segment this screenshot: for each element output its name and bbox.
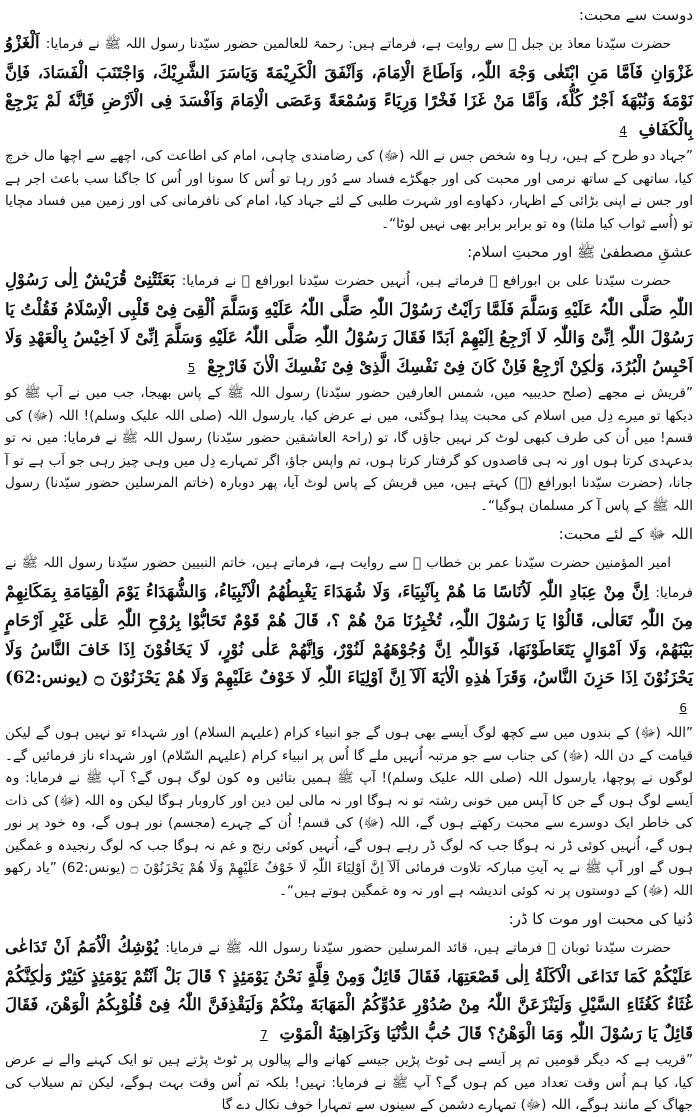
hadith-text: [5, 933, 693, 1049]
hadith-text: [5, 29, 693, 145]
narration-intro: حضرت سیّدنا ثوبان ﷛ فرماتے ہیں، قائد المرسلین حضور سیّدنا رسول اللہ ﷺ نے فرمایا:: [165, 940, 672, 956]
footnote-ref[interactable]: 6: [679, 700, 687, 715]
arabic-hadith: بَعَثَتْنِیْ قُرَيْشٌ اِلٰی رَسُوْلِ اللّٰہِ صَلَّی اللّٰہُ عَلَيْهِ وَسَلَّمَ فَلَمَّا رَاَيْتُ رَسُوْلَ اللّٰہِ صَلَّی اللّٰہُ عَلَيْهِ وَسَلَّمَ اُلْقِیَ فِیْ قَلْبِی الْاِسْلَامُ فَقُلْتُ يَا رَسُوْلَ اللّٰہِ اِنِّیْ وَاللّٰہِ لَا اَرْجِعُ اِلَيْهِمْ اَبَدًا فَقَالَ رَسُوْلُ اللّٰہِ صَلَّی اللّٰہُ عَلَيْهِ وَسَلَّمَ اِنِّیْ لَا اَخِيْسُ بِالْعَهْدِ وَلَا اَحْبِسُ الْبُرُدَ، وَلٰكِنْ اَرْجِعْ فَاِنْ كَانَ فِیْ نَفْسِكَ الَّذِیْ فِیْ نَفْسِكَ الْاٰنَ فَارْجِعْ: [5, 270, 693, 376]
arabic-hadith: اَلْغَزْوُ غَزْوَانِ فَاَمَّا مَنِ ابْتَغٰی وَجْهَ اللّٰہِ، وَاَطَاعَ الْاِمَامَ، وَاَنْفَقَ الْكَرِيْمَةَ وَيَاسَرَ الشَّرِيْكَ، وَاجْتَنَبَ الْفَسَادَ، فَاِنَّ نَوْمَهٗ وَنُبْهَهٗ اَجْرٌ كُلُّهٗ، وَاَمَّا مَنْ غَزَا فَخْرًا وَرِيَاءً وَسُمْعَةً وَعَصَى الْاِمَامَ وَاَفْسَدَ فِی الْاَرْضِ فَاِنَّهٗ لَمْ يَرْجِعْ بِالْكَفَافِ: [5, 33, 693, 139]
section-heading: اللہ ﷻ کے لئے محبت:: [558, 525, 693, 543]
narration-intro: امیر المؤمنین حضرت سیّدنا عمر بن خطاب ﷛ سے روایت ہے، فرماتے ہیں، خاتم النبیین حضور سیّدنا رسول اللہ ﷺ نے فرمایا:: [5, 555, 693, 601]
narration-intro: حضرت سیّدنا علی بن ابورافع ﷛ فرماتے ہیں، اُنہیں حضرت سیّدنا ابورافع ﷛ نے فرمایا:: [181, 273, 672, 289]
section-heading: دُنیا کی محبت اور موت کا ڈر:: [508, 910, 693, 928]
urdu-translation: ”قریش نے مجھے (صلح حدیبیہ میں، شمس العارفین حضور سیّدنا) رسول اللہ ﷺ کے پاس بھیجا، جب میں نے آپ ﷺ کو دیکھا تو میرے دِل میں اسلام کی محبت پیدا ہوگئی، میں نے عرض کیا، یارسول اللہ (صلی اللہ علیک وسلم)! اللہ (ﷻ) کی قسم! میں اُن کی طرف کبھی لوٹ کر نہیں جاؤں گا، تو (راحۃ العاشقین حضور سیّدنا) رسول اللہ ﷺ نے فرمایا: میں نہ تو بدعہدی کرتا ہوں اور نہ ہی قاصدوں کو گرفتار کرتا ہوں، تم واپس جاؤ، اگر تمہارے دِل میں وہی چیز رہی جو اَب ہے تو آ جانا، (حضرت سیّدنا ابورافع (﷛) کہتے ہیں، میں قریش کے پاس لوٹ آیا، پھر دوبارہ (خاتم المرسلین حضور سیّدنا) رسول اللہ ﷺ کے پاس آ کر مسلمان ہوگیا“۔: [5, 385, 693, 514]
hadith-text: [5, 266, 693, 382]
hadith-text: [5, 548, 693, 722]
section-heading: دوست سے محبت:: [578, 6, 693, 24]
narration-intro: حضرت سیّدنا معاذ بن جبل ﷛ سے روایت ہے، فرماتے ہیں: رحمۃ للعالمین حضور سیّدنا رسول اللہ ﷺ نے فرمایا:: [45, 36, 671, 52]
urdu-translation: ”جہاد دو طرح کے ہیں، رہا وہ شخص جس نے اللہ (ﷻ) کی رضامندی چاہی، امام کی اطاعت کی، اچھے سے اچھا مال خرچ کیا، ساتھی کے ساتھ نرمی اور محبت کی اور جھگڑے فساد سے دُور رہا تو اُس کا سونا اور اُس کا جاگنا سب باعث اجر ہے اور جس نے اپنی بڑائی کے اظہار، دکھاوے اور شہرت طلبی کے لئے جہاد کیا، امام کی نافرمانی کی اور زمین میں فساد مچایا تو (اُسے ثواب کیا ملتا) وہ تو برابر برابر بھی نہیں لوٹا“۔: [5, 148, 693, 232]
section-heading: عشقِ مصطفیٰ ﷺ اور محبتِ اسلام:: [467, 243, 693, 261]
urdu-translation: ”قریب ہے کہ دیگر قومیں تم پر اَیسے ہی ٹوٹ پڑیں جیسے کھانے والے پیالوں پر ٹوٹ پڑتے ہیں تو ایک کہنے والے نے عرض کیا، کیا ہم اُس وقت تعداد میں کم ہوں گے؟ آپ ﷺ نے فرمایا: نہیں! بلکہ تم اُس وقت بہت ہوگے، لیکن تم سیلاب کی جھاگ کے مانند ہوگے، اللہ (ﷻ) تمہارے دشمن کے سینوں سے تمہارا خوف نکال دے گا: [5, 1052, 693, 1113]
section-love-of-world: [5, 908, 693, 1117]
footnote-ref[interactable]: 5: [187, 360, 196, 375]
urdu-translation: ”اللہ (ﷻ) کے بندوں میں سے کچھ لوگ اَیسے بھی ہوں گے جو انبیاء کرام (علیہم السلام) اور شہداء تو نہیں ہوں گے لیکن قیامت کے دن اللہ (ﷻ) کی جناب سے جو مرتبہ اُنہیں ملے گا اُس پر انبیاء کرام (علیہم السّلام) اور شہداء ناز فرمائیں گے۔ لوگوں نے پوچھا، یارسول اللہ (صلی اللہ علیک وسلم)! آپ ﷺ ہمیں بتائیں وہ کون لوگ ہوں گے؟ آپ ﷺ نے فرمایا: وہ اَیسے لوگ ہوں گے جن کا آپس میں خونی رشتہ تو نہ ہوگا اور نہ مالی لین دین اور کاروبار ہوگا لیکن وہ اللہ (ﷻ) کی ذات کی خاطر ایک دوسرے سے محبت رکھتے ہوں گے، اللہ (ﷻ) کی قسم! اُن کے چہرے (مجسم) نور ہوں گے، وہ خود پر نور ہوں گے، اُنہیں کوئی ڈر نہ ہوگا جب کہ لوگ ڈر رہے ہوں گے، اُنہیں کوئی رنج و غم نہ ہوگا جب کہ لوگ رنجیدہ و غمگین ہوں گے اور آپ ﷺ نے یہ آیتِ مبارکہ تلاوت فرمائی اَلَآ اِنَّ اَوْلِيَاءَ اللّٰہِ لَا خَوْفٌ عَلَيْهِمْ وَلَا هُمْ يَحْزَنُوْنَ ۝ (یونس:62) ”یاد رکھو اللہ (ﷻ) کے دوستوں پر نہ کوئی اندیشہ ہے اور نہ وہ غمگین ہوتے ہیں“۔: [5, 725, 693, 899]
arabic-hadith: يُوْشِكُ الْاُمَمُ اَنْ تَدَاعٰی عَلَيْكُمْ كَمَا تَدَاعَی الْاَكَلَةُ اِلٰی قَصْعَتِهَا، فَقَالَ قَائِلٌ وَمِنْ قِلَّةٍ نَحْنُ يَوْمَئِذٍ ؟ قَالَ بَلْ اَنْتُمْ يَوْمَئِذٍ كَثِيْرٌ وَلٰكِنَّكُمْ غُثَاءٌ كَغُثَاءِ السَّيْلِ وَلَيَنْزَعَنَّ اللّٰہُ مِنْ صُدُوْرِ عَدُوِّكُمُ الْمَهَابَةَ مِنْكُمْ وَلَيَقْذِفَنَّ اللّٰہُ فِیْ قُلُوْبِكُمُ الْوَهْنَ، فَقَالَ قَائِلٌ يَا رَسُوْلَ اللّٰہِ وَمَا الْوَهْنُ؟ قَالَ حُبُّ الدُّنْيَا وَكَرَاهِيَةُ الْمَوْتِ: [5, 937, 693, 1043]
footnote-ref[interactable]: 4: [619, 123, 627, 138]
arabic-hadith: اِنَّ مِنْ عِبَادِ اللّٰہِ لَاُنَاسًا مَا هُمْ بِاَنْبِيَاءَ، وَلَا شُهَدَاءَ يَغْبِطُهُمُ الْاَنْبِيَاءُ، وَالشُّهَدَاءُ يَوْمَ الْقِيَامَةِ بِمَكَانِهِمْ مِنَ اللّٰہِ تَعَالٰی، قَالُوْا يَا رَسُوْلَ اللّٰہِ، تُخْبِرُنَا مَنْ هُمْ ؟، قَالَ هُمْ قَوْمٌ تَحَابُّوْا بِرُوْحِ اللّٰہِ عَلٰی غَيْرِ اَرْحَامٍ بَيْنَهُمْ، وَلَا اَمْوَالٍ يَتَعَاطَوْنَهَا، فَوَاللّٰہِ اِنَّ وُجُوْهَهُمْ لَنُوْرٌ، وَاِنَّهُمْ عَلٰی نُوْرٍ، لَا يَخَافُوْنَ اِذَا خَافَ النَّاسُ وَلَا يَحْزَنُوْنَ اِذَا حَزِنَ النَّاسُ، وَقَرَاَ هٰذِهِ الْاٰيَةَ اَلَآ اِنَّ اَوْلِيَاءَ اللّٰہِ لَا خَوْفٌ عَلَيْهِمْ وَلَا هُمْ يَحْزَنُوْنَ ۝ (يونس:62): [5, 581, 694, 687]
footnote-ref[interactable]: 7: [260, 1027, 268, 1042]
section-friend-love: [5, 4, 693, 235]
section-love-for-allah: [5, 523, 693, 902]
section-love-prophet-islam: [5, 241, 693, 517]
